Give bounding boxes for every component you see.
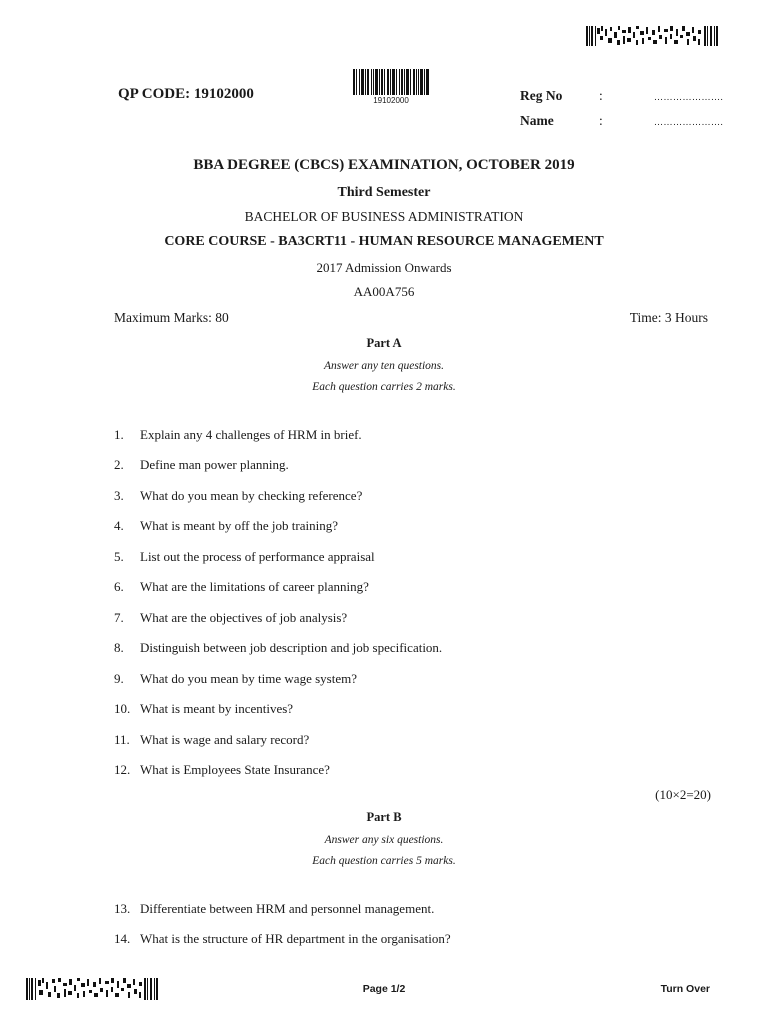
part-b-heading: Part B [366,810,402,824]
reg-no-field: …………………. [654,92,724,102]
barcode-center [353,69,429,95]
question-text: Explain any 4 challenges of HRM in brief. [140,427,362,442]
question-text: List out the process of performance appraisal [140,549,375,564]
course-title: CORE COURSE - BA3CRT11 - HUMAN RESOURCE MANAGEMENT [164,234,604,249]
name-colon: : [599,113,603,128]
question-number: 7. [114,610,124,625]
question-number: 9. [114,671,124,686]
question-text: Differentiate between HRM and personnel management. [140,901,435,916]
programme: BACHELOR OF BUSINESS ADMINISTRATION [244,209,524,224]
question-number: 1. [114,427,124,442]
reg-no-label: Reg No [520,88,563,103]
question-number: 8. [114,640,124,655]
question-number: 14. [114,931,131,946]
page-number: Page 1/2 [362,983,406,995]
admission-note: 2017 Admission Onwards [316,260,452,275]
exam-title: BBA DEGREE (CBCS) EXAMINATION, OCTOBER 2019 [193,157,575,173]
question-number: 3. [114,488,124,503]
part-a-instruction-2: Each question carries 2 marks. [312,381,456,393]
question-text: What is meant by off the job training? [140,518,338,533]
question-number: 2. [114,457,124,472]
part-a-instruction-1: Answer any ten questions. [323,360,445,372]
duration: Time: 3 Hours [629,310,708,325]
question-text: Distinguish between job description and job specification. [140,640,443,655]
part-a-heading: Part A [366,336,402,350]
turn-over: Turn Over [660,983,710,995]
part-b-instruction-2: Each question carries 5 marks. [312,855,456,867]
barcode-top-right [586,26,718,46]
part-a-score: (10×2=20) [655,787,711,802]
question-text: Define man power planning. [140,457,289,472]
question-number: 10. [114,701,131,716]
qp-code: QP CODE: 19102000 [118,86,254,102]
question-text: What is wage and salary record? [140,732,310,747]
name-label: Name [520,113,554,128]
question-text: What is the structure of HR department in the organisation? [140,931,451,946]
question-number: 6. [114,579,124,594]
question-number: 13. [114,901,131,916]
question-text: What is Employees State Insurance? [140,762,330,777]
question-text: What do you mean by time wage system? [140,671,357,686]
paper-code: AA00A756 [353,284,415,299]
part-b-instruction-1: Answer any six questions. [324,834,444,846]
barcode-number: 19102000 [373,96,409,105]
question-text: What is meant by incentives? [140,701,294,716]
question-number: 5. [114,549,124,564]
reg-no-colon: : [599,88,603,103]
question-number: 4. [114,518,124,533]
question-text: What are the objectives of job analysis? [140,610,348,625]
question-number: 11. [114,732,130,747]
name-field: …………………. [654,117,724,127]
semester: Third Semester [337,185,431,200]
max-marks: Maximum Marks: 80 [114,310,229,325]
question-text: What are the limitations of career planning? [140,579,369,594]
question-text: What do you mean by checking reference? [140,488,363,503]
question-number: 12. [114,762,131,777]
